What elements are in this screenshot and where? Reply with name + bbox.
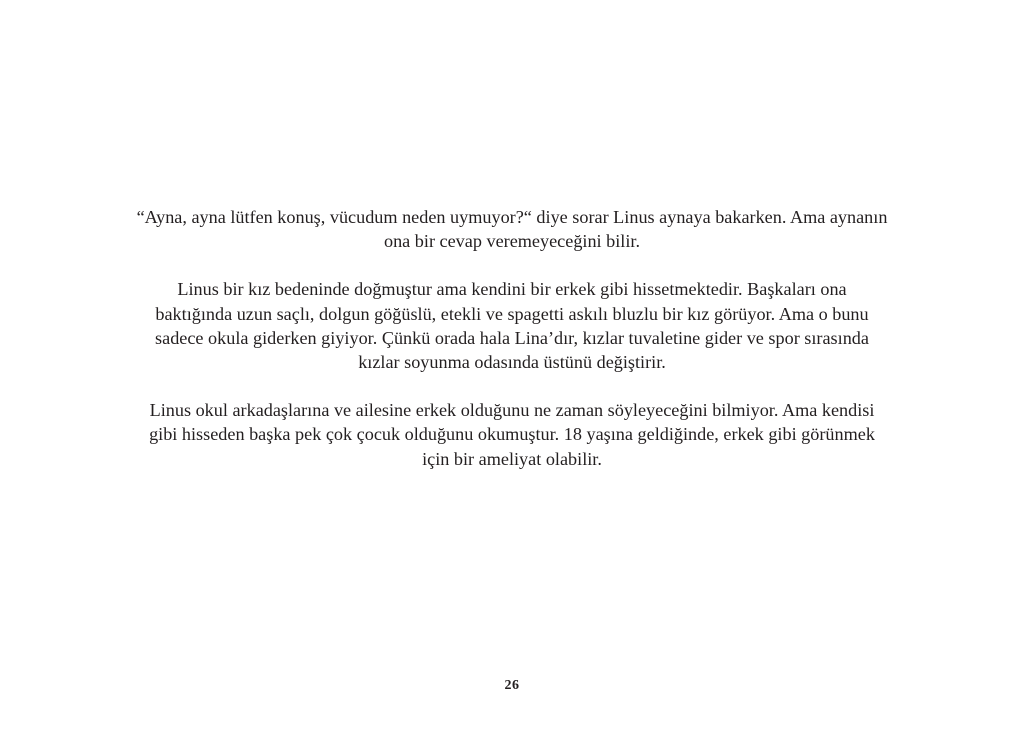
text-line: sadece okula giderken giyiyor. Çünkü orada hala Lina’dır, kızlar tuvaletine gider ve spor sırasında [155,327,869,348]
page-number: 26 [504,678,520,693]
paragraph-1 [92,205,932,253]
text-line: Linus okul arkadaşlarına ve ailesine erkek olduğunu ne zaman söyleyeceğini bilmiyor. Ama kendisi [149,400,875,421]
text-line: ona bir cevap veremeyeceğini bilir. [383,231,641,252]
text-line: Linus bir kız bedeninde doğmuştur ama kendini bir erkek gibi hissetmektedir. Başkaları ona [177,279,847,300]
paragraph-3 [92,398,932,471]
text-line: “Ayna, ayna lütfen konuş, vücudum neden uymuyor?“ diye sorar Linus aynaya bakarken. Ama aynanın [136,207,888,227]
text-line: gibi hisseden başka pek çok çocuk olduğunu okumuştur. 18 yaşına geldiğinde, erkek gibi görünmek [149,424,875,445]
text-line: için bir ameliyat olabilir. [422,448,602,469]
paragraph-2 [92,277,932,374]
text-line: baktığında uzun saçlı, dolgun göğüslü, etekli ve spagetti askılı bluzlu bir kız görüyor. Ama o bunu [155,303,869,324]
body-text [92,205,932,495]
text-line: kızlar soyunma odasında üstünü değiştirir. [358,352,666,373]
